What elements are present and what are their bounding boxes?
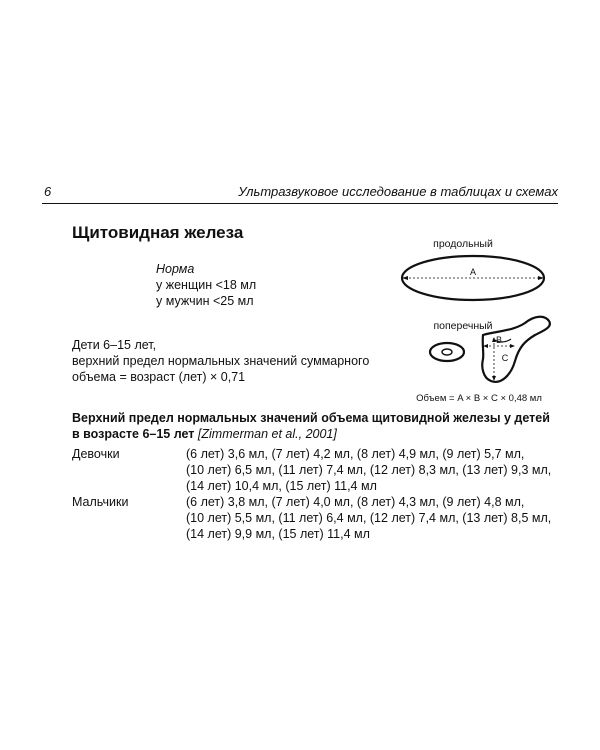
boys-line-2: (10 лет) 5,5 мл, (11 лет) 6,4 мл, (12 лет) 7,4 мл, (13 лет) 8,5 мл,	[186, 511, 552, 525]
axis-b-arrow-right	[510, 344, 515, 348]
volume-formula: Объем = A × B × C × 0,48 мл	[416, 393, 542, 404]
girls-line-1: (6 лет) 3,6 мл, (7 лет) 4,2 мл, (8 лет) 4,9 мл, (9 лет) 5,7 мл,	[186, 447, 525, 461]
transverse-label: поперечный	[433, 320, 493, 332]
transverse-small-lobe	[430, 343, 464, 361]
boys-line-3: (14 лет) 9,9 мл, (15 лет) 11,4 мл	[186, 527, 370, 541]
table-reference: [Zimmerman et al., 2001]	[197, 427, 337, 441]
table-heading-line-2: в возрасте 6–15 лет	[72, 427, 195, 441]
norm-block	[156, 261, 256, 309]
row-values-boys	[186, 494, 551, 542]
norm-men: у мужчин <25 мл	[156, 294, 254, 308]
children-line-1: Дети 6–15 лет,	[72, 338, 157, 352]
header-rule	[42, 203, 558, 204]
table-heading	[72, 410, 550, 442]
table-heading-line-1: Верхний предел нормальных значений объема щитовидной железы у детей	[72, 411, 550, 425]
children-formula	[72, 337, 369, 385]
norm-women: у женщин <18 мл	[156, 278, 257, 292]
longitudinal-label: продольный	[433, 238, 493, 250]
children-line-2: верхний предел нормальных значений суммарного	[72, 354, 370, 368]
axis-c-arrow-bottom	[492, 376, 496, 381]
running-title: Ультразвуковое исследование в таблицах и схемах	[238, 184, 558, 199]
axis-c-label: C	[501, 353, 509, 363]
row-label-boys: Мальчики	[72, 495, 129, 509]
row-values-girls	[186, 446, 551, 494]
girls-line-3: (14 лет) 10,4 мл, (15 лет) 11,4 мл	[186, 479, 377, 493]
children-line-3: объема = возраст (лет) × 0,71	[72, 370, 246, 384]
girls-line-2: (10 лет) 6,5 мл, (11 лет) 7,4 мл, (12 лет) 8,3 мл, (13 лет) 9,3 мл,	[186, 463, 552, 477]
norm-label: Норма	[156, 262, 195, 276]
row-label-girls: Девочки	[72, 447, 120, 461]
small-lobe-core	[442, 349, 452, 355]
page-number: 6	[44, 184, 52, 199]
axis-b-label: B	[495, 335, 503, 345]
boys-line-1: (6 лет) 3,8 мл, (7 лет) 4,0 мл, (8 лет) 4,3 мл, (9 лет) 4,8 мл,	[186, 495, 525, 509]
axis-a-label: A	[469, 267, 477, 277]
section-title: Щитовидная железа	[72, 223, 244, 242]
thyroid-diagram	[385, 235, 570, 405]
